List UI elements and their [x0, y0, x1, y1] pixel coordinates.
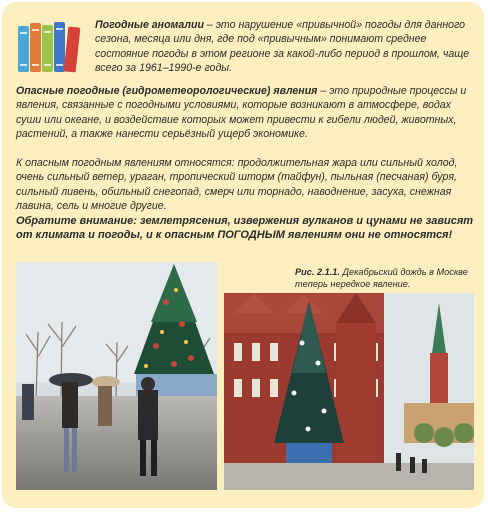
- definition-weather-anomalies: – это нарушение «привычной» погоды для данного сезона, месяца или дня, где под «привычным» понимают среднее состояние погоды в этом регионе за какой-либо период в прошлом, чаще всего за 1961–1990-е годы.: [95, 19, 470, 75]
- term-hazardous-phenomena: Опасные погодные (гидрометеорологические) явления: [16, 85, 318, 97]
- books-icon: [16, 20, 82, 74]
- photo-rainy-street-christmas-tree: [16, 262, 217, 490]
- paragraph-attention-note: Обратите внимание: землетрясения, извержения вулканов и цунами не зависят от климата и погоды, и к опасным ПОГОДНЫМ явлениям они не относятся!: [16, 215, 474, 242]
- photo-red-square-christmas-tree: [224, 293, 474, 490]
- figure-label: Рис. 2.1.1.: [295, 267, 340, 277]
- paragraph-weather-anomalies: [95, 18, 473, 76]
- figure-caption: [295, 266, 475, 290]
- paragraph-hazardous-phenomena: [16, 84, 474, 142]
- paragraph-hazard-list: К опасным погодным явлениям относятся: продолжительная жара или сильный холод, очень сильный ветер, ураган, тропический шторм (тайфун), пыльная (песчаная) буря, сильный ливень, обильный снегопад, смерч или торнадо, наводнение, засуха, снежная лавина, сель и многие другие.: [16, 157, 458, 213]
- figure-caption-text: Декабрьский дождь в Москве теперь нередкое явление.: [295, 267, 468, 289]
- definition-hazardous-phenomena: – это природные процессы и явления, связанные с погодными условиями, которые возникают в атмосфере, водах суши или океане, и воздействие которых может привести к гибели людей, животных, растений, а также нанести серьёзный ущерб экономике.: [16, 85, 467, 141]
- term-weather-anomalies: Погодные аномалии: [95, 19, 204, 31]
